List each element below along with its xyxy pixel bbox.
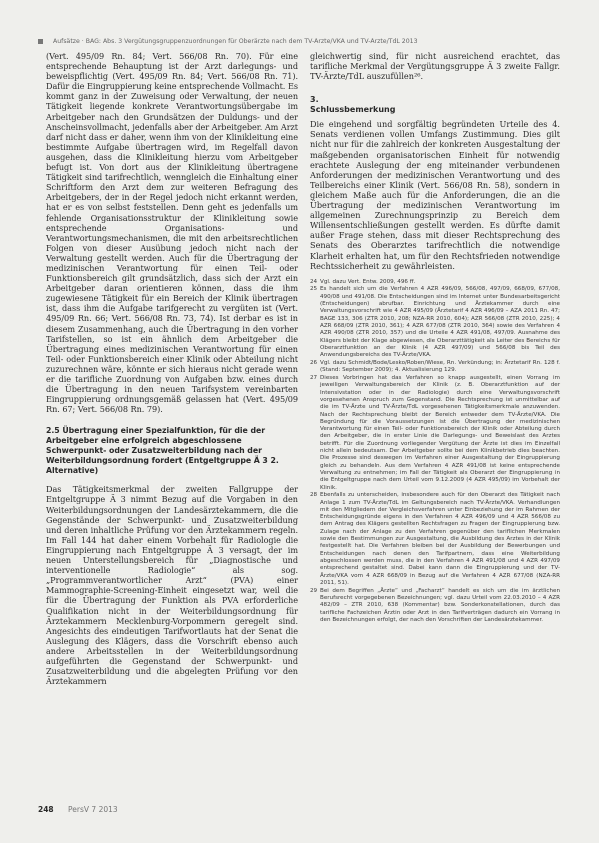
right-column xyxy=(310,51,560,625)
page-footer xyxy=(38,805,118,814)
subsection-heading: 2.5 Übertragung einer Spezialfunktion, für die der Arbeitgeber eine erfolgreich abgeschlossene Schwerpunkt- oder Zusatzweiterbildung nach der Weiterbildungsordnung fordert (Entgeltgruppe Ä 3 2. Alternative) xyxy=(46,426,279,476)
body-paragraph: Das Tätigkeitsmerkmal der zweiten Fallgruppe der Entgeltgruppe Ä 3 nimmt Bezug auf die Vorgaben in den Weiterbildungsordnungen der Landesärztekammern, die die Gegenstände der Schwerpunkt- und Zusatzweiterbildung und deren inhaltliche Prüfung vor den Ärztekammern regeln. Im Fall 144 hat daher einem Vorbehalt für Radiologie die Eingruppierung nach Entgeltgruppe Ä 3 versagt, der im neuen Unterstellungsbereich für „Diagnostische und interventionelle Radiologie“ als sog. „Programmverantwortlicher Arzt“ (PVA) einer Mammographie-Screening-Einheit eingesetzt war, weil die für die Übertragung der Funktion als PVA erforderliche Qualifikation nicht in der Weiterbildungsordnung für Ärztekammern Mecklenburg-Vorpommern geregelt sind. Angesichts des eindeutigen Tarifwortlauts hat der Senat die Auslegung des Klägers, dass die Vorschrift ebenso auch andere Arbeitsstellen in der Weiterbildungsordnung aufgeführten die Gegenstand der Schwerpunkt- und Zusatzweiterbildung und die abgelegten Prüfung vor den Ärztekammern xyxy=(46,484,298,687)
footnote xyxy=(310,360,560,375)
continued-paragraph: gleichwertig sind, für nicht ausreichend erachtet, das tarifliche Merkmal der Vergütungsgruppe Ä 3 zweite Fallgr. TV-Ärzte/TdL auszufüllen²⁶. xyxy=(310,51,560,82)
footnotes xyxy=(310,279,560,624)
body-paragraph: (Vert. 495/09 Rn. 84; Vert. 566/08 Rn. 70). Für eine entsprechende Behauptung ist der Arzt darlegungs- und beweispflichtig (Vert. 495/09 Rn. 84; Vert. 566/08 Rn. 71). Dafür die Eingruppierung keine entsprechende Vollmacht. Es kommt ganz in der Zuweisung oder Verwaltung, der neuen Tätigkeit liegende konkrete Verantwortungsübergabe im Arbeitgeber nach den Grundsätzen der Duldungs- und der Anscheinsvollmacht, jedenfalls aber der Arbeitgeber. Am Arzt darf nicht dass er daher, wenn ihm von der Klinikleitung eine bestimmte Aufgabe übertragen wird, im Regelfall davon ausgehen, dass die Klinikleitung hierzu vom Arbeitgeber befugt ist. Von dort aus der Klinikleitung übertragene Tätigkeit sind tarifrechtlich, wenngleich die Einhaltung einer Schriftform den Arzt dem zur weiteren Befragung des Arbeitgebers, der in der Regel jedoch nicht erkannt werden, hat er es von selbst feststellen. Denn geht es jedenfalls um fehlende Organisationsstruktur der Klinikleitung sowie entsprechende Organisations- und Verantwortungsmechanismen, die mit den arbeitsrechtlichen Folgen von dieser Ausübung jedoch nicht nach der Verwaltung gestellt werden. Auch für die Übertragung der medizinischen Verantwortung für einen Teil- oder Funktionsbereich gilt grundsätzlich, dass sich der Arzt ein Arbeitgeber daran orientieren können, dass die ihm zugewiesene Tätigkeit für ein Bereich der Klinik übertragen ist, dass ihm die Aufgabe tarifgerecht zu vergüten ist (Vert. 495/09 Rn. 66; Vert. 566/08 Rn. 73, 74). Ist derbar es ist in diesem Zusammenhang, auch die Übertragung in den vorher Tarifstellen, so ist ein ähnlich dem Arbeitgeber die Übertragung eines medizinischen Verantwortung für einen Teil- oder Funktionsbereich einer Klinik oder Abteilung nicht zuzurechnen wäre, könnte er sich hieraus nicht gerade wenn er die tarifliche Zuordnung von Aufgaben bzw. eines durch die Übertragung in den neuen Tarifsystem vereinbarten Eingruppierung ordnungsgemäß gelassen hat (Vert. 495/09 Rn. 67; Vert. 566/08 Rn. 79). xyxy=(46,51,298,415)
running-header xyxy=(38,38,558,45)
footnote-text: Vgl. dazu Vert. Entw. 2009, 496 ff. xyxy=(320,278,416,285)
footnote xyxy=(310,279,560,286)
footnote-number: 27 xyxy=(310,375,318,382)
footnote-number: 29 xyxy=(310,587,318,594)
header-text: Aufsätze · BAG: Abs. 3 Vergütungsgruppenzuordnungen für Oberärzte nach dem TV-Ärzte/VKA und TV-Ärzte/TdL 2013 xyxy=(53,38,418,45)
footnote xyxy=(310,588,560,624)
footnote-text: Es handelt sich um die Verfahren 4 AZR 496/09, 566/08, 497/09, 668/09, 677/08, 490/08 und 491/08. Die Entscheidungen sind im Internet unter Bundesarbeitsgericht (Entscheidungen) abrufbar. Einrichtung und Ärztekammer durch eine Verwaltungsvorschrift wie 4 AZR 495/09 (Ärztetarif 4 AZR 496/09 – AZA 2011 Rn. 47; BAGE 133, 306 (ZTR 2010, 208; NZA-RR 2010, 604); AZR 566/08 (ZTR 2010, 225); 4 AZR 668/09 (ZTR 2010, 361); 4 AZR 677/08 (ZTR 2010, 364) sowie des Verfahren 4 AZR 490/08 (ZTR 2010, 357) und die Urteile 4 AZR 491/08, 497/09. Ausnahme des Klägers bleibt der Klage abgewiesen, die Oberarzttätigkeit als Leiter des Bereichs für Oberarztfunktion an der Klinik (4 AZR 497/09) und 566/08 bis Teil des Anwendungsbereichs des TV-Ärzte/VKA. xyxy=(320,286,560,359)
footnote xyxy=(310,286,560,359)
footnote-text: Bei dem Begriffen „Ärzte“ und „Facharzt“ handelt es sich um die im ärztlichen Berufsrecht vorgegebenen Bezeichnungen; vgl. dazu Urteil vom 22.03.2010 – 4 AZR 482/09 – ZTR 2010, 638 (Kommentar) bzw. Sonderkonstellationen, durch das tarifliche Fachzeichen Ärztin oder Arzt in den Tarifverträgen dadurch ein Vorrang in den Bezeichnungen erfolgt, der nach den Vorschriften der Landesärztekammer. xyxy=(320,587,560,623)
page-number: 248 xyxy=(38,805,54,814)
footnote-number: 26 xyxy=(310,359,318,366)
footnote-text: Dieses Vorbringen hat das Verfahren so knapp ausgestellt, einen Vorrang im jeweiligen Verwaltungsbereich der Klinik (z. B. Oberarztfunktion auf der Intensivstation oder in der Radiologie) durch eine Verwaltungsvorschrift vorgesehenen Anspruch zum Gegenstand. Die Rechtsprechung ist unmittelbar auf die im TV-Ärzte und TV-Ärzte/TdL vorgesehenen Tätigkeitsmerkmale anzuwenden. Nach der Rechtsprechung bleibt der Bereich entweder dem TV-Ärzte/VKA. Die Begründung für die Voraussetzungen ist die Übertragung der medizinischen Verantwortung für einen Teil- oder Funktionsbereich der Klinik oder Abteilung durch den Arbeitgeber, die in erster Linie die Darlegungs- und Beweislast des Arztes betrifft. Für die Zuordnung vorliegender Vergütung der Ärzte ist dies im Einzelfall nicht allein bedeutsam. Der Arbeitgeber sollte bei dem Klinikbetrieb dies beachten. Die Prozesse sind deswegen im Verfahren einer Ausgestaltung der Eingruppierung gleich zu behandeln. Aus dem Verfahren 4 AZR 491/08 ist keine entsprechende Verwaltung zu entnehmen; im Fall der Tätigkeit als Oberarzt der Eingruppierung in die Entgeltgruppe nach dem Urteil vom 9.12.2009 (4 AZR 495/09) im Vorbehalt der Klinik. xyxy=(320,375,560,491)
section-title: Schlussbemerkung xyxy=(310,105,396,115)
section-number: 3. xyxy=(310,95,319,105)
footnote xyxy=(310,492,560,587)
issue-label: PersV 7 2013 xyxy=(68,805,118,814)
footnote-text: Vgl. dazu Schmidt/Bode/Lesko/Roben/Wiese, Rn. Verkündung; in: Ärztetarif Rn. 128 f. (Stand: September 2009); 4. Aktualisierung 129. xyxy=(320,359,560,374)
footnote-number: 24 xyxy=(310,278,318,285)
footnote xyxy=(310,375,560,492)
left-column xyxy=(46,51,298,686)
footnote-number: 28 xyxy=(310,492,318,499)
conclusion-paragraph: Die eingehend und sorgfältig begründeten Urteile des 4. Senats verdienen vollen Umfangs Zustimmung. Dies gilt nicht nur für die zahlreich der konkreten Ausgestaltung der maßgebenden organisatorischen Einheit für notwendig erachtete Auslegung der eng miteinander verbundenen Anforderungen der medizinischen Verantwortung und des Teilbereichs einer Klinik (Vert. 566/08 Rn. 58), sondern in gleichem Maße auch für die Anforderungen, die an die Übertragung der medizinischen Verantwortung im allgemeinen Zurechnungsprinzip zu Bereich dem Willensentschließungen gestellt werden. Es dürfte damit außer Frage stehen, dass mit dieser Rechtsprechung des Senats des Oberarztes tarifrechtlich die notwendige Klarheit erhalten hat, um für den Rechtsfrieden notwendige Rechtssicherheit zu gewährleisten. xyxy=(310,119,560,271)
header-bullet-icon xyxy=(38,39,43,44)
footnote-number: 25 xyxy=(310,286,318,293)
footnote-text: Ebenfalls zu unterscheiden, insbesondere auch für den Oberarzt des Tätigkeit nach Anlage 1 zum TV-Ärzte/TdL im Geltungsbereich nach TV-Ärzte/VKA. Verhandlungen mit den Mitgliedern der Vergleichsverfahren unter Einbeziehung der im Rahmen der Entscheidungsgründe eigens in den Verfahren 4 AZR 496/09 und 4 AZR 566/08 zu dem Antrag des Klägers gestellten Rechtsfragen zu Fragen der Eingruppierung bzw. Zulage nach der Anlage zu den Verfahren gegenüber den tariflichen Merkmalen sowie den Bestimmungen zur Ausgestaltung, die Ausbildung des Arztes in der Klinik festgestellt hat. Die Verfahren bleiben bei der Ausbildung der Bewerbungen und Entscheidungen nach denen den Tarifpartnern, dass eine Weiterbildung abgeschlossen werden muss, die in den Verfahren 4 AZR 491/08 und 4 AZR 497/09 entsprechend gestaltet sind. Dabei kann dann die Eingruppierung und der TV-Ärzte/VKA vom 4 AZR 668/09 in Bezug auf die Verfahren 4 AZR 677/08 (NZA-RR 2011, 51). xyxy=(320,492,560,586)
